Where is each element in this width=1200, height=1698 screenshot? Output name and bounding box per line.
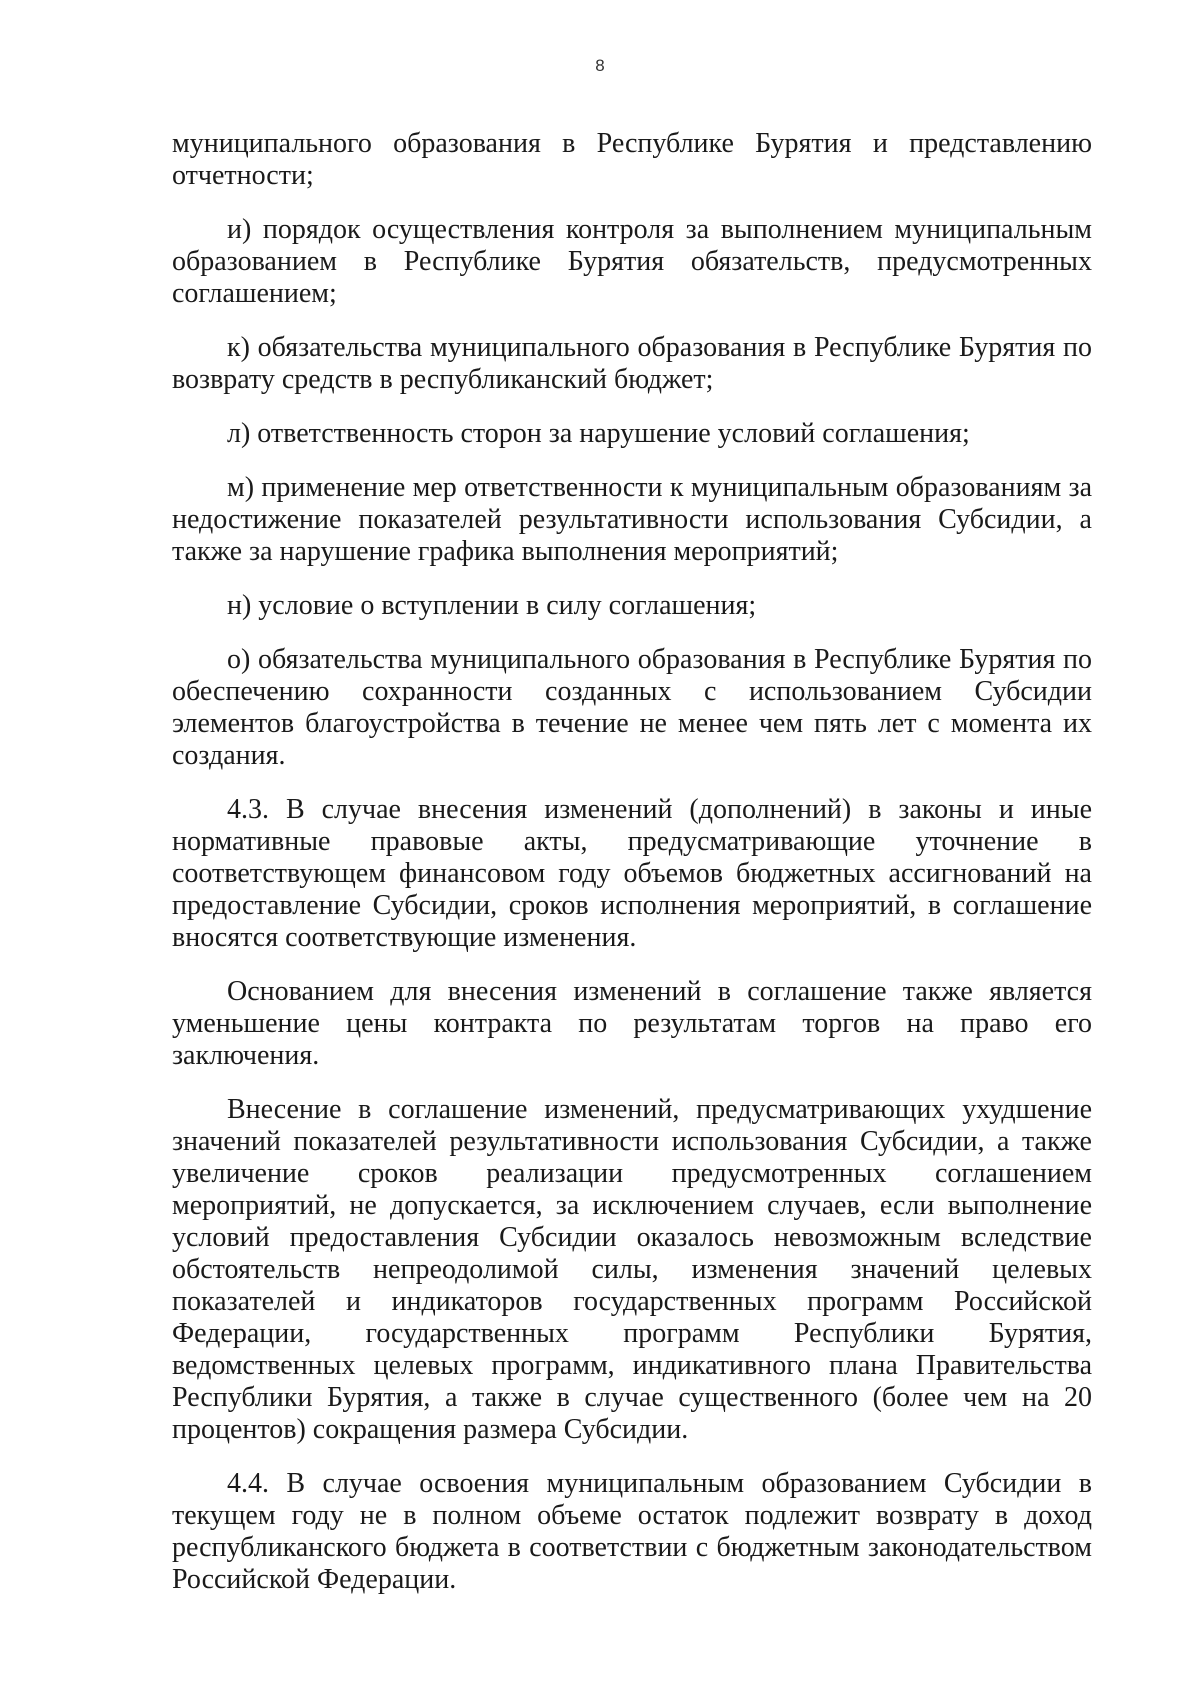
paragraph-item-m: м) применение мер ответственности к муниципальным образованиям за недостижение показателей результативности использования Субсидии, а также за нарушение графика выполнения мероприятий; bbox=[172, 472, 1092, 567]
paragraph-section-4-4: 4.4. В случае освоения муниципальным образованием Субсидии в текущем году не в полном объеме остаток подлежит возврату в доход республиканского бюджета в соответствии с бюджетным законодательством Российской Федерации. bbox=[172, 1468, 1092, 1595]
paragraph-item-l: л) ответственность сторон за нарушение условий соглашения; bbox=[227, 418, 970, 449]
document-body bbox=[172, 128, 1092, 1618]
page-number: 8 bbox=[595, 56, 605, 75]
paragraph-item-o: о) обязательства муниципального образования в Республике Бурятия по обеспечению сохранности созданных с использованием Субсидии элементов благоустройства в течение не менее чем пять лет с момента их создания. bbox=[172, 644, 1092, 771]
paragraph-continuation: муниципального образования в Республике Бурятия и представлению отчетности; bbox=[172, 128, 1092, 191]
paragraph-grounds-for-changes: Основанием для внесения изменений в соглашение также является уменьшение цены контракта по результатам торгов на право его заключения. bbox=[172, 976, 1092, 1071]
paragraph-changes-restriction: Внесение в соглашение изменений, предусматривающих ухудшение значений показателей результативности использования Субсидии, а также увеличение сроков реализации предусмотренных соглашением мероприятий, не допускается, за исключением случаев, если выполнение условий предоставления Субсидии оказалось невозможным вследствие обстоятельств непреодолимой силы, изменения значений целевых показателей и индикаторов государственных программ Российской Федерации, государственных программ Республики Бурятия, ведомственных целевых программ, индикативного плана Правительства Республики Бурятия, а также в случае существенного (более чем на 20 процентов) сокращения размера Субсидии. bbox=[172, 1094, 1092, 1445]
paragraph-item-n: н) условие о вступлении в силу соглашения; bbox=[227, 590, 757, 621]
paragraph-item-k: к) обязательства муниципального образования в Республике Бурятия по возврату средств в республиканский бюджет; bbox=[172, 332, 1092, 395]
paragraph-item-i: и) порядок осуществления контроля за выполнением муниципальным образованием в Республике Бурятия обязательств, предусмотренных соглашением; bbox=[172, 214, 1092, 309]
paragraph-section-4-3: 4.3. В случае внесения изменений (дополнений) в законы и иные нормативные правовые акты, предусматривающие уточнение в соответствующем финансовом году объемов бюджетных ассигнований на предоставление Субсидии, сроков исполнения мероприятий, в соглашение вносятся соответствующие изменения. bbox=[172, 794, 1092, 953]
